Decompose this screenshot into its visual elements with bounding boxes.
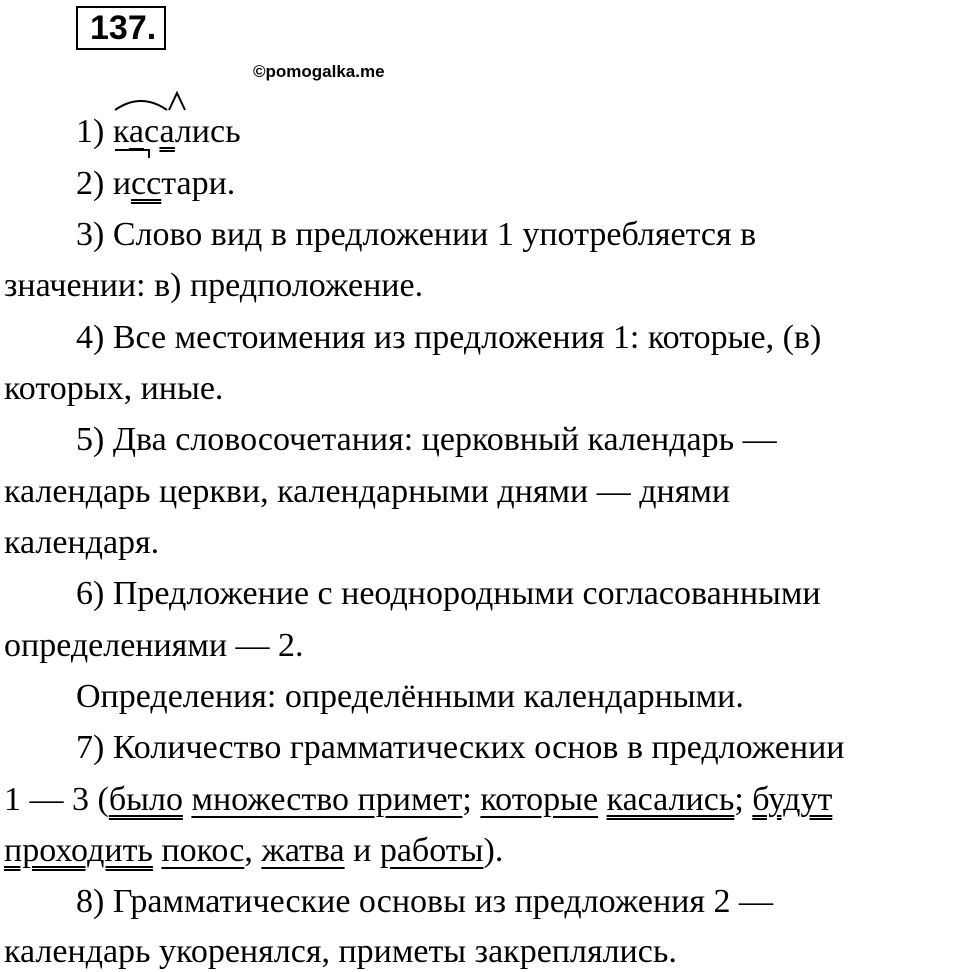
item-2 <box>76 164 235 204</box>
subject: которые <box>480 781 599 818</box>
item-6-line-1: 6) Предложение с неоднородными согласованными <box>76 575 821 612</box>
text-run: и <box>344 832 380 869</box>
item-5-line-3: календаря. <box>4 524 160 561</box>
subject: работы <box>379 832 484 869</box>
subject: множество примет <box>191 781 463 818</box>
predicate: проходить <box>4 832 153 869</box>
subject: жатва <box>261 832 345 869</box>
item-1-prefix: 1) <box>76 113 113 150</box>
predicate: было <box>108 781 183 818</box>
task-number: 137. <box>90 9 157 47</box>
root-suffix-marks <box>113 90 213 114</box>
text-run: ; <box>462 781 481 818</box>
task-number-box <box>76 6 166 50</box>
prefix-mark <box>113 142 173 166</box>
word-isstari <box>113 164 235 204</box>
item-8-line-2: календарь укоренялся, приметы закреплялись. <box>4 933 677 970</box>
item-3-line-2: значении: в) предположение. <box>4 267 424 304</box>
word-part-double-underlined: сс <box>131 165 162 202</box>
item-4-line-2: которых, иные. <box>4 370 224 407</box>
item-7-line-2 <box>4 780 832 820</box>
item-5-line-1: 5) Два словосочетания: церковный календарь — <box>76 421 777 458</box>
predicate: касались <box>606 781 735 818</box>
item-7-line-1: 7) Количество грамматических основ в предложении <box>76 729 845 766</box>
word-part-double-underlined: а <box>159 113 175 150</box>
item-2-prefix: 2) <box>76 165 113 202</box>
text-run: 1 — 3 ( <box>4 781 109 818</box>
item-5-line-2: календарь церкви, календарными днями — днями <box>4 473 731 510</box>
word-part-underlined: а <box>128 113 144 150</box>
subject: покос <box>161 832 245 869</box>
word-part: и <box>112 165 132 202</box>
item-4-line-1: 4) Все местоимения из предложения 1: которые, (в) <box>76 319 822 356</box>
word-part: лись <box>174 113 241 150</box>
text-run: , <box>244 832 262 869</box>
item-7-line-3 <box>4 831 503 871</box>
word-part: к <box>112 113 129 150</box>
word-part: с <box>143 113 160 150</box>
item-6-line-2: определениями — 2. <box>4 627 304 664</box>
text-run: ; <box>734 781 753 818</box>
watermark: ©pomogalka.me <box>253 62 385 81</box>
item-6-line-3: Определения: определёнными календарными. <box>76 678 744 715</box>
word-part: тари. <box>161 165 236 202</box>
predicate: будут <box>752 781 833 818</box>
text-run <box>598 781 607 818</box>
item-3-line-1: 3) Слово вид в предложении 1 употребляется в <box>76 216 757 253</box>
item-8-line-1: 8) Грамматические основы из предложения 2 — <box>76 883 773 920</box>
text-run: ). <box>483 832 504 869</box>
